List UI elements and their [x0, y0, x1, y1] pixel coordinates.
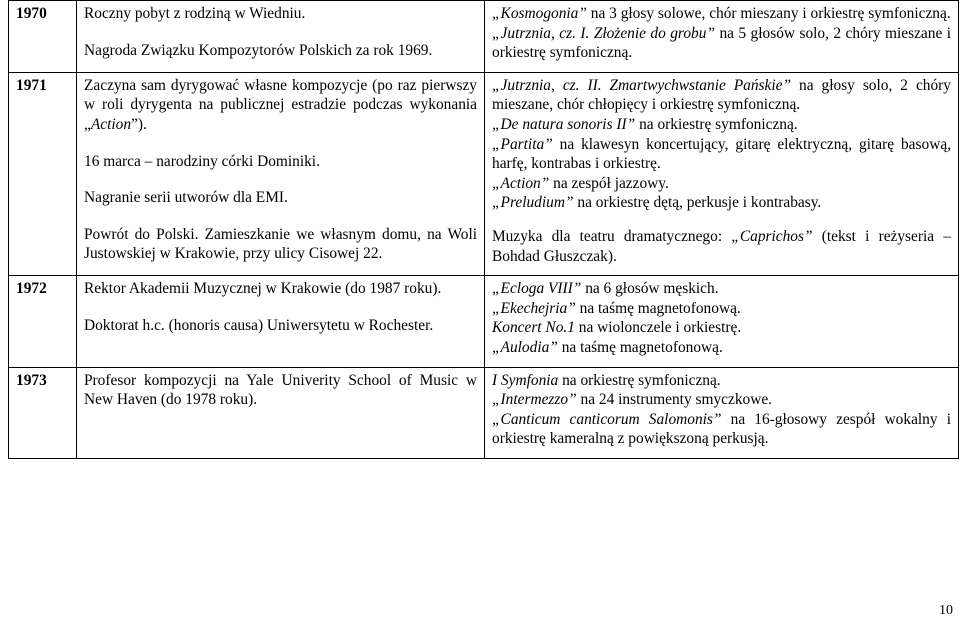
work-entry: [492, 410, 951, 449]
work-entry: [492, 76, 951, 115]
chronology-table: [8, 0, 959, 459]
work-title: „Caprichos”: [731, 227, 822, 245]
work-title: „Preludium”: [492, 194, 578, 212]
year-cell: 1973: [9, 367, 77, 458]
year-cell: 1972: [9, 276, 77, 367]
work-title: „Ecloga VIII”: [492, 280, 586, 298]
table-row: [9, 1, 959, 73]
work-description: na orkiestrę symfoniczną.: [562, 371, 721, 389]
work-title: „De natura sonoris II”: [492, 115, 640, 133]
work-description: na 5 głosów solo, 2 chóry mieszane i orkiestrę symfoniczną.: [492, 24, 951, 62]
work-entry: [492, 318, 951, 338]
work-entry: [492, 338, 951, 358]
works-cell: [485, 276, 959, 367]
event-text: Zaczyna sam dyrygować własne kompozycje (po raz pierwszy w roli dyrygenta na publicznej estradzie podczas wykonania „Action”).: [84, 76, 477, 133]
work-title: „Ekechejria”: [492, 299, 580, 317]
event-text: Powrót do Polski. Zamieszkanie we własnym domu, na Woli Justowskiej w Krakowie, przy ulicy Cisowej 22.: [84, 225, 477, 263]
work-entry: [492, 390, 951, 410]
event-text: Nagranie serii utworów dla EMI.: [84, 189, 288, 207]
work-entry: [492, 115, 951, 135]
event-text: Doktorat h.c. (honoris causa) Uniwersytetu w Rochester.: [84, 316, 434, 334]
event-text: Rektor Akademii Muzycznej w Krakowie (do 1987 roku).: [84, 280, 442, 298]
work-description: na orkiestrę symfoniczną.: [639, 115, 798, 133]
work-description: na zespół jazzowy.: [553, 174, 669, 192]
work-description: na taśmę magnetofonową.: [561, 338, 723, 356]
work-title: „Jutrznia, cz. I. Złożenie do grobu”: [492, 24, 720, 42]
table-row: [9, 367, 959, 458]
work-description: na 24 instrumenty smyczkowe.: [580, 391, 773, 409]
work-description: Muzyka dla teatru dramatycznego:: [492, 227, 732, 245]
event-text: Roczny pobyt z rodziną w Wiedniu.: [84, 5, 306, 22]
work-entry: [492, 227, 951, 266]
work-title: „Kosmogonia”: [492, 5, 591, 22]
work-title: „Action”: [492, 174, 554, 192]
work-description: na taśmę magnetofonową.: [579, 299, 741, 317]
work-description: na 6 głosów męskich.: [585, 280, 719, 298]
event-text: Nagroda Związku Kompozytorów Polskich za rok 1969.: [84, 41, 433, 59]
work-description: (tekst i reżyseria – Bohdad Głuszczak).: [492, 227, 951, 265]
chronology-rows: [9, 1, 959, 459]
works-cell: [485, 367, 959, 458]
work-title: „Partita”: [492, 135, 560, 153]
work-description: na 3 głosy solowe, chór mieszany i orkiestrę symfoniczną.: [590, 5, 951, 22]
spacer: [492, 213, 951, 227]
event-text: 16 marca – narodziny córki Dominiki.: [84, 152, 320, 170]
work-title: „Intermezzo”: [492, 391, 581, 409]
table-row: [9, 276, 959, 367]
year-cell: 1971: [9, 72, 77, 275]
work-entry: [492, 4, 951, 24]
events-cell: [77, 367, 485, 458]
work-description: na 16-głosowy zespół wokalny i orkiestrę kameralną z powiększoną perkusją.: [492, 410, 951, 448]
work-entry: [492, 135, 951, 174]
work-description: na klawesyn koncertujący, gitarę elektryczną, gitarę basową, harfę, kontrabas i orkiestrę.: [492, 135, 951, 173]
events-cell: [77, 276, 485, 367]
work-title: Koncert No.1: [492, 319, 579, 337]
work-entry: [492, 371, 951, 391]
work-entry: [492, 24, 951, 63]
works-cell: [485, 1, 959, 73]
work-entry: [492, 299, 951, 319]
work-title: I Symfonia: [492, 371, 563, 389]
work-title: „Jutrznia, cz. II. Zmartwychwstanie Pańskie”: [492, 76, 800, 94]
year-cell: 1970: [9, 1, 77, 73]
work-title: „Canticum canticorum Salomonis”: [492, 410, 731, 428]
work-entry: [492, 174, 951, 194]
work-title: „Aulodia”: [492, 338, 562, 356]
work-entry: [492, 193, 951, 213]
table-row: [9, 72, 959, 275]
work-description: na orkiestrę dętą, perkusje i kontrabasy.: [577, 194, 822, 212]
event-text: Profesor kompozycji na Yale Univerity School of Music w New Haven (do 1978 roku).: [84, 371, 477, 409]
work-entry: [492, 279, 951, 299]
work-description: na głosy solo, 2 chóry mieszane, chór chłopięcy i orkiestrę symfoniczną.: [492, 76, 951, 114]
page-number: 10: [939, 603, 953, 618]
works-cell: [485, 72, 959, 275]
events-cell: [77, 1, 485, 73]
work-description: na wiolonczele i orkiestrę.: [578, 319, 742, 337]
events-cell: [77, 72, 485, 275]
